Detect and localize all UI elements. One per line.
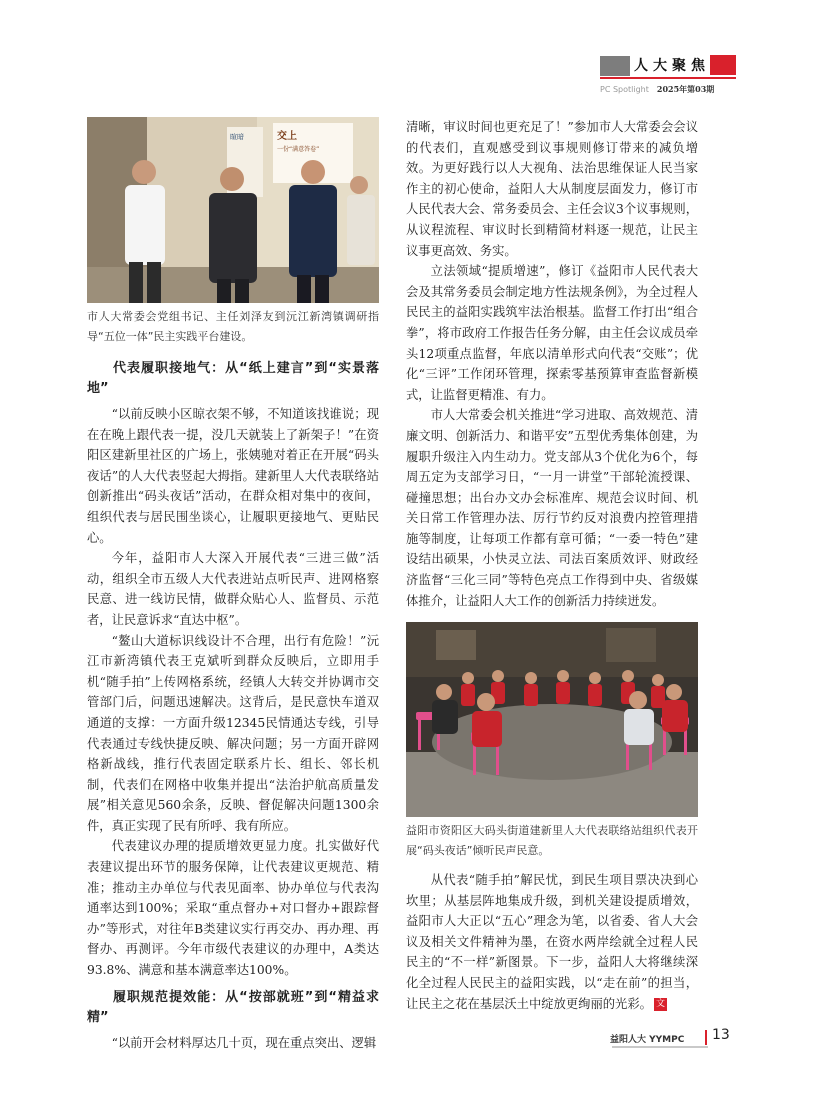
right-column-lower [406, 870, 698, 1014]
wall-text-left: 暄暗 [230, 133, 244, 141]
photo-inspection-image [87, 117, 379, 303]
paragraph-3: “鳌山大道标识线设计不合理，出行有危险！”沅江市新湾镇代表王克斌听到群众反映后，立即用手机“随手拍”上传网格系统，经镇人大转交并协调市交管部门后，问题迅速解决。这背后，是民意快车道双通道的支撑：一方面升级12345民情通达专线，引导代表通过专线快捷反映、解决问题；另一方面开辟网格新战线，推行代表固定联系片长、组长、邻长机制，代表们在网格中收集并提出“法治护航高质量发展”相关意见560余条，反映、督促解决问题1300余件，真正实现了民有所呼、我有所应。 [87, 633, 379, 833]
wall-text-right: 交上 [277, 131, 297, 142]
photo-night-talk-image [406, 622, 698, 817]
section-title: 人大聚焦 [634, 58, 710, 74]
header-rule [600, 77, 736, 79]
right-column-upper [406, 117, 698, 611]
page-number: 13 [712, 1027, 730, 1043]
paragraph-8 [406, 870, 698, 1014]
paragraph-2: 今年，益阳市人大深入开展代表“三进三做”活动，组织全市五级人大代表进站点听民声、进网格察民意、进一线访民情，做群众贴心人、监督员、示范者，让民意诉求“直达中枢”。 [87, 551, 379, 627]
header-grey-block [600, 56, 630, 76]
section-subtitle: PC Spotlight [600, 85, 649, 94]
footer-bar [612, 1046, 708, 1048]
paragraph-7: 市人大常委会机关推进“学习进取、高效规范、清廉文明、创新活力、和谐平安”五型优秀集体创建，为履职升级注入内生动力。党支部从3个优化为6个，每周五定为支部学习日，“一月一讲堂”干部轮流授课、碰撞思想；出台办文办会标准库、规范会议时间、机关日常工作管理办法、厉行节约反对浪费内控管理措施等制度，让每项工作都有章可循；“一委一特色”建设结出硕果，小快灵立法、司法百案质效评、财政经济监督“三化三同”等特色亮点工作得到中央、省级媒体推介，让益阳人大工作的创新活力持续迸发。 [406, 408, 698, 608]
photo-night-talk [406, 622, 698, 817]
photo-inspection [87, 117, 379, 303]
paragraph-1: “以前反映小区晾衣架不够，不知道该找谁说；现在在晚上跟代表一提，没几天就装上了新架子！”在资阳区建新里社区的广场上，张姨驰对着正在开展“码头夜话”的人大代表竖起大拇指。建新里人大代表联络站创新推出“码头夜话”活动，在群众相对集中的夜间，组织代表与居民围坐谈心，让履职更接地气、更贴民心。 [87, 407, 379, 545]
photo-night-talk-caption: 益阳市资阳区大码头街道建新里人大代表联络站组织代表开展“码头夜话”倾听民声民意。 [406, 824, 698, 857]
section-heading-2: 履职规范提效能：从“按部就班”到“精益求精” [87, 989, 379, 1025]
paragraph-5-end: 清晰，审议时间也更充足了！”参加市人大常委会会议的代表们，直观感受到议事规则修订带来的减负增效。为更好践行以人大视角、法治思维保证人民当家作主的初心使命，益阳人大从制度层面发力，修订市人民代表大会、常务委员会、主任会议3个议事规则，从议程流程、审议时长到精简材料逐一规范，让民主议事更高效、务实。 [406, 120, 698, 258]
left-column [87, 352, 379, 1053]
wall-text-sub: 一份“满意答卷” [277, 146, 320, 153]
paragraph-8-text: 从代表“随手拍”解民忧，到民生项目票决决到心坎里；从基层阵地集成升级，到机关建设提质增效，益阳市人大正以“五心”理念为笔，以省委、省人大会议及相关文件精神为墨，在资水两岸绘就全过程人民民主的“不一样”新图景。下一步，益阳人大将继续深化全过程人民民主的益阳实践，以“走在前”的担当，让民主之花在基层沃土中绽放更绚丽的光彩。 [406, 873, 698, 1011]
header-red-block [710, 55, 736, 75]
footer-separator [705, 1030, 707, 1045]
header-subline [600, 84, 714, 95]
paragraph-6: 立法领域“提质增速”，修订《益阳市人民代表大会及其常务委员会制定地方性法规条例》，为全过程人民民主的益阳实践筑牢法治根基。监督工作打出“组合拳”，将市政府工作报告任务分解，由主任会议成员牵头12项重点监督，年底以清单形式向代表“交账”；优化“三评”工作闭环管理，探索零基预算审查监督新模式，让监督更精准、有力。 [406, 264, 698, 402]
footer-magazine-name: 益阳人大 YYMPC [610, 1035, 685, 1045]
section-heading-1: 代表履职接地气：从“纸上建言”到“实景落地” [87, 361, 379, 396]
paragraph-4: 代表建议办理的提质增效更显力度。扎实做好代表建议提出环节的服务保障，让代表建议更规范、精准；推动主办单位与代表见面率、协办单位与代表沟通率达到100%；采取“重点督办+对口督办+跟踪督办”等形式，对往年B类建议实行再交办、再办理、再督办、再测评。今年市级代表建议的办理中，A类达93.8%、满意和基本满意率达100%。 [87, 839, 379, 978]
paragraph-5-start: “以前开会材料厚达几十页，现在重点突出、逻辑 [111, 1035, 377, 1050]
photo-inspection-caption: 市人大常委会党组书记、主任刘泽友到沅江新湾镇调研指导“五位一体”民主实践平台建设。 [87, 310, 379, 343]
end-mark: 文 [655, 998, 665, 1009]
issue-number: 2025年第03期 [656, 84, 715, 94]
